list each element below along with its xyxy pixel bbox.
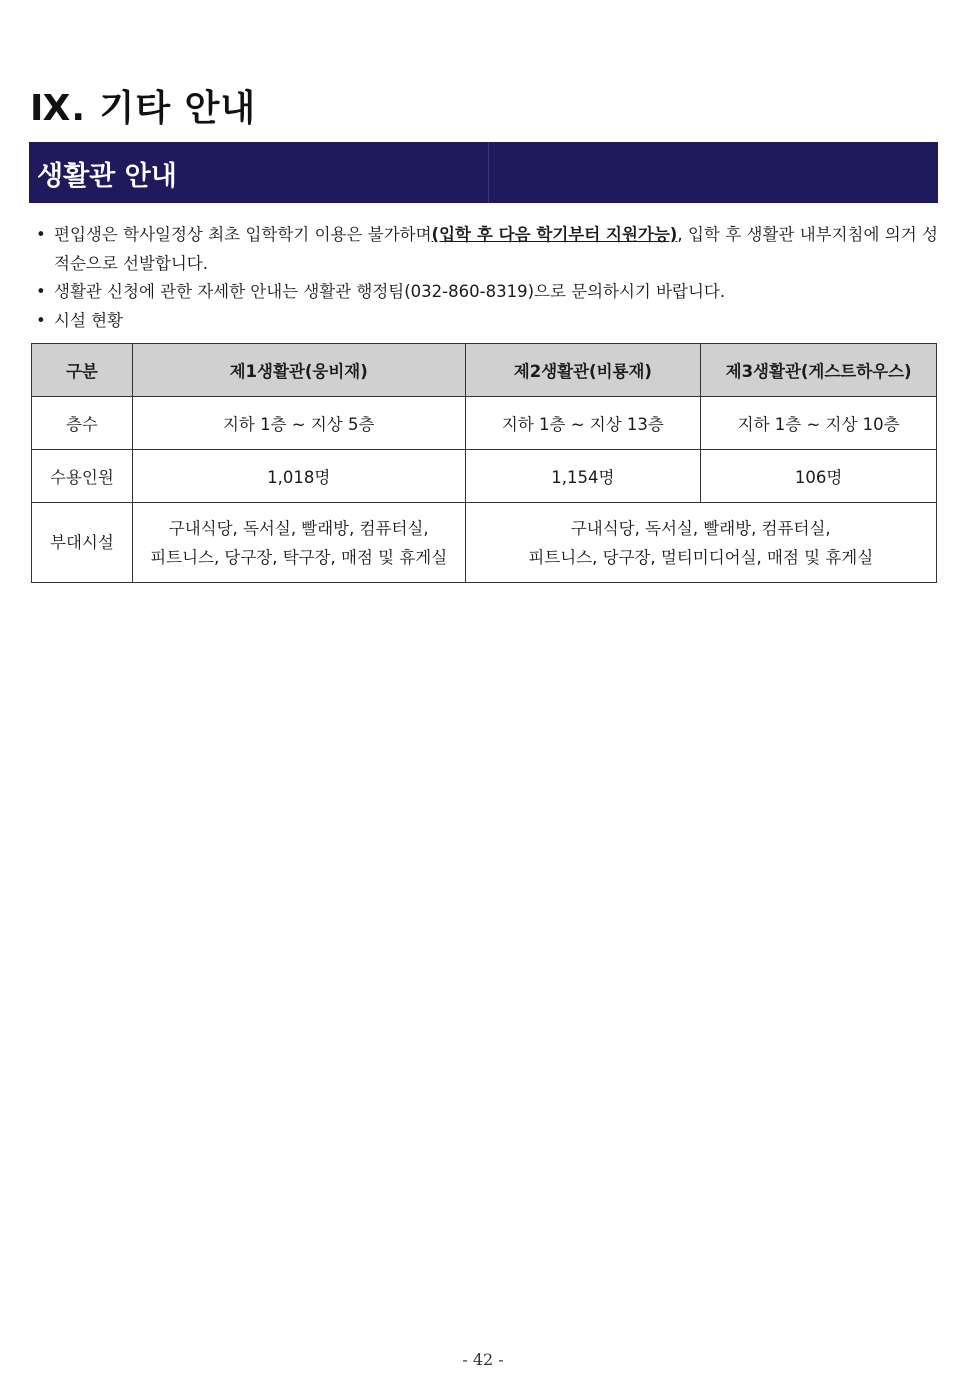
bullet-emphasis: (입학 후 다음 학기부터 지원가능)	[431, 225, 678, 244]
bullet-text: 편입생은 학사일정상 최초 입학학기 이용은 불가하며	[54, 225, 432, 244]
cell-floors-dorm1: 지하 1층 ~ 지상 5층	[132, 397, 465, 450]
bullet-item-transfer	[36, 221, 938, 278]
bullet-item-contact	[36, 278, 938, 307]
bullet-text: 시설 현황	[54, 310, 124, 330]
bullet-list	[36, 221, 938, 335]
header-dorm1: 제1생활관(웅비재)	[132, 344, 465, 397]
bullet-marker: •	[36, 225, 46, 244]
page-number: - 42 -	[462, 1350, 504, 1369]
table-header-row	[32, 344, 937, 397]
chapter-title: Ⅸ. 기타 안내	[30, 88, 257, 129]
bullet-item-facilities	[36, 307, 938, 336]
cell-amenities-dorm2-dorm3	[465, 503, 937, 583]
bullet-marker: •	[36, 310, 46, 330]
cell-amenities-dorm1	[132, 503, 465, 583]
row-label-capacity: 수용인원	[32, 450, 133, 503]
header-category: 구분	[32, 344, 133, 397]
cell-capacity-dorm2: 1,154명	[465, 450, 701, 503]
table-row	[32, 503, 937, 583]
header-dorm2: 제2생활관(비룡재)	[465, 344, 701, 397]
bullet-text: 생활관 신청에 관한 자세한 안내는 생활관 행정팀(032-860-8319)으로 문의하시기 바랍니다.	[54, 282, 726, 301]
cell-capacity-dorm3: 106명	[701, 450, 937, 503]
amenities-line: 구내식당, 독서실, 빨래방, 컴퓨터실,	[570, 518, 831, 538]
table-row	[32, 397, 937, 450]
amenities-line: 피트니스, 당구장, 탁구장, 매점 및 휴게실	[150, 547, 448, 567]
row-label-amenities: 부대시설	[32, 503, 133, 583]
row-label-floors: 층수	[32, 397, 133, 450]
bullet-text: , 입학 후 생활관 내부지침에 의거 성적순으로 선발합니다.	[54, 225, 938, 273]
banner-divider	[488, 142, 489, 203]
bullet-marker: •	[36, 282, 46, 301]
amenities-line: 구내식당, 독서실, 빨래방, 컴퓨터실,	[168, 518, 429, 538]
cell-floors-dorm2: 지하 1층 ~ 지상 13층	[465, 397, 701, 450]
cell-capacity-dorm1: 1,018명	[132, 450, 465, 503]
facility-table	[31, 343, 937, 583]
section-title: 생활관 안내	[37, 161, 177, 192]
section-banner	[29, 142, 938, 203]
cell-floors-dorm3: 지하 1층 ~ 지상 10층	[701, 397, 937, 450]
table-row	[32, 450, 937, 503]
header-dorm3: 제3생활관(게스트하우스)	[701, 344, 937, 397]
amenities-line: 피트니스, 당구장, 멀티미디어실, 매점 및 휴게실	[528, 547, 874, 567]
